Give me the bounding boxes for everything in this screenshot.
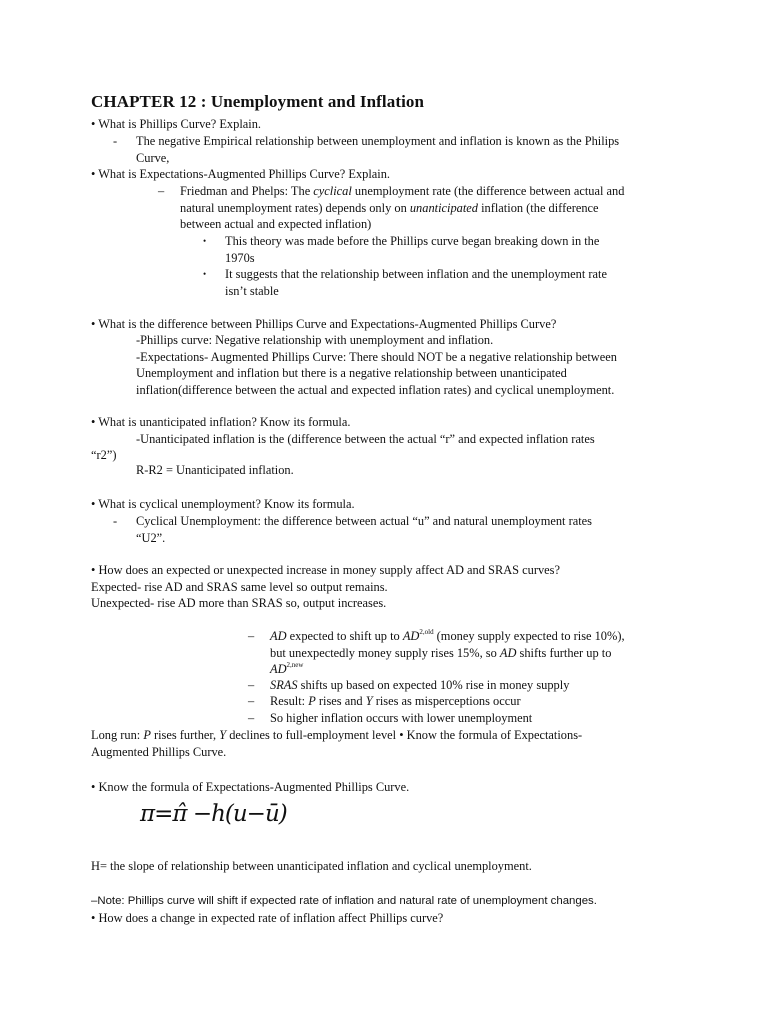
question-expectations-augmented xyxy=(91,166,390,183)
question-line: • Know the formula of Expectations-Augmented Phillips Curve. xyxy=(91,780,410,794)
dash-marker: - xyxy=(113,514,118,528)
question-line: • What is cyclical unemployment? Know its formula. xyxy=(91,497,355,511)
dash-marker: – xyxy=(248,629,255,643)
sub-bullet-block: • It suggests that the relationship between inflation and the unemployment rate isn’t stable xyxy=(203,267,607,298)
answer-line: Curve, xyxy=(136,150,170,165)
question-line: • How does a change in expected rate of inflation affect Phillips curve? xyxy=(91,911,444,925)
answer-line: natural unemployment rates) depends only on unanticipated inflation (the difference xyxy=(180,200,599,215)
bullet: • xyxy=(91,117,96,131)
dash-marker: – xyxy=(248,678,255,692)
question-difference xyxy=(91,316,556,333)
h-definition: H= the slope of relationship between unanticipated inflation and cyclical unemployment. xyxy=(91,859,532,873)
answer-block xyxy=(158,183,625,233)
chapter-title: CHAPTER 12 : Unemployment and Inflation xyxy=(91,92,425,111)
question-line: • How does an expected or unexpected increase in money supply affect AD and SRAS curves? xyxy=(91,563,560,577)
answer-line: Friedman and Phelps: The cyclical unemployment rate (the difference between actual and xyxy=(180,184,625,198)
dash-marker: – xyxy=(248,694,255,708)
dash-list: – SRAS shifts up based on expected 10% rise in money supply xyxy=(248,678,570,692)
question-money-supply xyxy=(91,562,560,612)
small-bullet: • xyxy=(203,269,207,279)
question-cyclical-unemployment xyxy=(91,496,355,513)
dash-marker: – xyxy=(248,711,255,725)
dash-marker: - xyxy=(113,134,118,148)
answer-line: Expected- rise AD and SRAS same level so output remains. xyxy=(91,579,388,594)
question-unanticipated-inflation xyxy=(91,414,350,431)
question-line: • What is Expectations-Augmented Phillips Curve? Explain. xyxy=(91,167,391,181)
note-line: –Note: Phillips curve will shift if expected rate of inflation and natural rate of unemployment changes. xyxy=(91,895,597,907)
answer-block xyxy=(113,133,620,166)
question-line: • What is unanticipated inflation? Know its formula. xyxy=(91,415,351,429)
small-bullet: • xyxy=(203,236,207,246)
question-line: • What is the difference between Phillips Curve and Expectations-Augmented Phillips Curve? xyxy=(91,317,557,331)
question-line: • What is Phillips Curve? Explain. xyxy=(91,117,261,131)
question-expected-inflation xyxy=(91,910,443,927)
formula-line: R-R2 = Unanticipated inflation. xyxy=(136,463,294,477)
answer-line: The negative Empirical relationship between unemployment and inflation is known as the Philips xyxy=(136,134,620,148)
question-phillips-curve xyxy=(91,116,261,133)
answer-line: -Unanticipated inflation is the (difference between the actual “r” and expected inflation rates xyxy=(136,432,595,446)
dash-list: – Result: P rises and Y rises as misperceptions occur xyxy=(248,694,521,708)
answer-line: Unexpected- rise AD more than SRAS so, output increases. xyxy=(91,596,387,610)
answer-block: - Cyclical Unemployment: the difference between actual “u” and natural unemployment rates “U2”. xyxy=(113,514,592,545)
sub-bullet-block: • This theory was made before the Phillips curve began breaking down in the 1970s xyxy=(203,234,600,265)
dash-marker: – xyxy=(158,184,165,198)
phillips-formula: π=π̂ −h(u−ū) xyxy=(140,801,287,827)
long-run-paragraph: Long run: P rises further, Y declines to full-employment level • Know the formula of Expectations- Augmented Phillips Curve. xyxy=(91,728,583,759)
note-label: Note xyxy=(97,895,122,907)
answer-block: -Phillips curve: Negative relationship with unemployment and inflation. -Expectations- Augmented Phillips Curve: There should NOT be a negative relationship between Unemployment and inflation but there is a negative relationship between unanticipated inflation(difference between the actual and expected inflation rates) and cyclical unemployment. xyxy=(136,333,617,397)
dash-list: – AD expected to shift up to $AD^{2,old}$ (money supply expected to rise 10%), but unexpectedly money supply rises 15%, so AD shifts further up to $AD^{2,new}$ xyxy=(248,628,625,676)
question-formula xyxy=(91,779,409,796)
dash-list: – So higher inflation occurs with lower unemployment xyxy=(248,711,533,725)
answer-line: “r2”) xyxy=(91,448,117,462)
answer-line: between actual and expected inflation) xyxy=(180,217,372,231)
